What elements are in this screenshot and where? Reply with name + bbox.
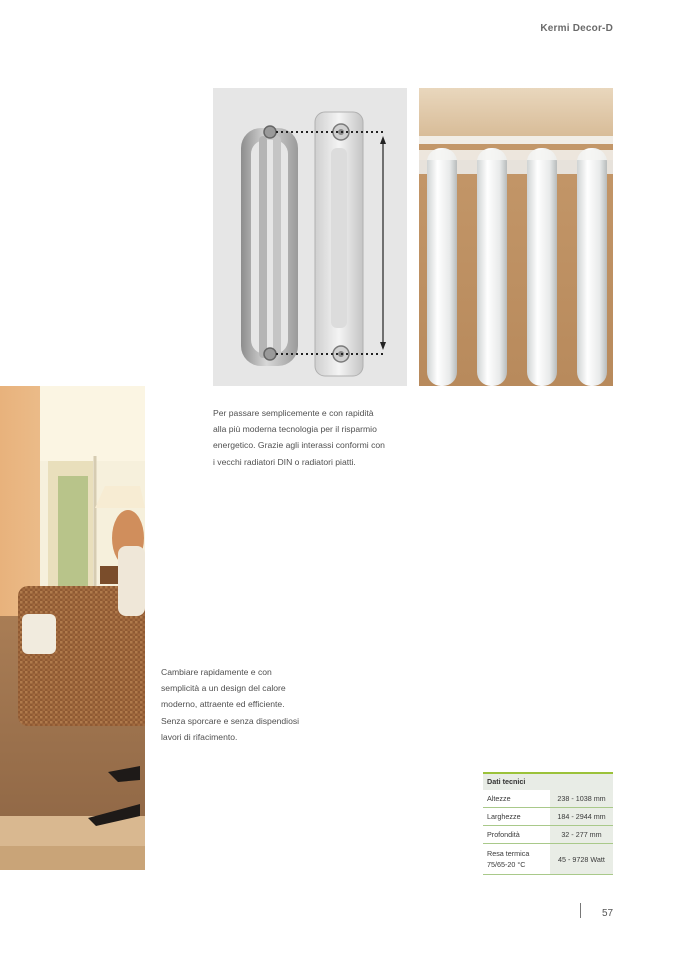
- table-row: [483, 826, 613, 844]
- caption-line: alla più moderna tecnologia per il risparmio: [213, 424, 377, 435]
- row-value: 45 - 9728 Watt: [550, 844, 613, 874]
- living-room-photo: [0, 386, 145, 870]
- document-title: Kermi Decor-D: [540, 23, 613, 34]
- row-value: 238 - 1038 mm: [550, 790, 613, 807]
- caption-line: Senza sporcare e senza dispendiosi: [161, 715, 300, 726]
- row-label: Larghezze: [483, 808, 550, 825]
- caption-line: moderno, attraente ed efficiente.: [161, 699, 285, 710]
- caption-line: Cambiare rapidamente e con: [161, 667, 272, 677]
- page-number: 57: [602, 908, 614, 919]
- row-label: Altezze: [483, 790, 550, 807]
- row-value: 32 - 277 mm: [550, 826, 613, 843]
- row-value: 184 - 2944 mm: [550, 808, 613, 825]
- benefits-caption: [161, 664, 299, 745]
- page-divider: [580, 903, 581, 918]
- radiator-connection-drawing: [213, 88, 407, 386]
- table-row: [483, 808, 613, 826]
- table-row: [483, 844, 613, 875]
- radiator-tubes-photo: [419, 88, 613, 386]
- row-label-line: Resa termica: [487, 849, 530, 858]
- row-label-line: 75/65-20 °C: [487, 860, 526, 869]
- technical-data-table: [483, 772, 613, 875]
- row-label: [483, 844, 550, 874]
- caption-line: i vecchi radiatori DIN o radiatori piatti.: [213, 456, 356, 467]
- table-heading: Dati tecnici: [483, 772, 613, 790]
- caption-line: energetico. Grazie agli interassi conformi con: [213, 440, 385, 451]
- caption-line: lavori di rifacimento.: [161, 731, 238, 742]
- intro-caption: [213, 405, 385, 470]
- table-row: [483, 790, 613, 808]
- row-label: Profondità: [483, 826, 550, 843]
- caption-line: semplicità a un design del calore: [161, 683, 286, 694]
- caption-line: Per passare semplicemente e con rapidità: [213, 408, 374, 418]
